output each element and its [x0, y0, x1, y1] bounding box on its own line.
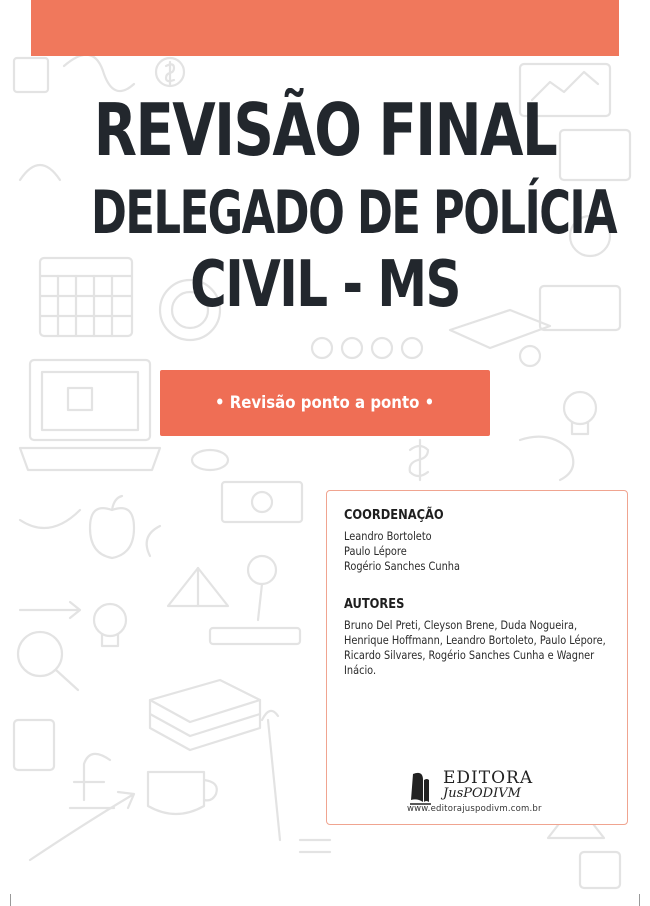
coordination-heading: COORDENAÇÃO: [344, 507, 444, 523]
paintbrush-icon: [262, 711, 280, 840]
coordinator-name: Rogério Sanches Cunha: [344, 559, 460, 573]
publisher-logo-block: [407, 768, 567, 814]
credits-panel: [326, 490, 628, 825]
pushpin-icon: [248, 556, 276, 620]
authors-list: Bruno Del Preti, Cleyson Brene, Duda Nogueira, Henrique Hoffmann, Leandro Bortoleto, Paulo Lépore, Ricardo Silvares, Rogério Sanches Cunha e Wagner Inácio.: [344, 618, 606, 677]
subtitle-text: • Revisão ponto a ponto •: [215, 393, 435, 413]
pound-sign-icon: [70, 754, 114, 808]
publisher-imprint: JusPODIVM: [443, 786, 521, 801]
coordinators-list: [344, 529, 617, 574]
books-icon: [150, 680, 260, 750]
authors-heading: AUTORES: [344, 596, 405, 612]
publisher-name: EDITORA: [443, 768, 534, 788]
top-accent-bar: [31, 0, 619, 56]
subtitle-banner: [160, 370, 490, 436]
publisher-logo-icon: [407, 770, 437, 806]
coordinator-name: Paulo Lépore: [344, 544, 407, 558]
title-line-1: REVISÃO FINAL: [93, 88, 557, 172]
crop-mark: [639, 894, 640, 906]
publisher-url: www.editorajuspodivm.com.br: [407, 804, 542, 814]
apple-icon: [90, 496, 134, 558]
crop-mark: [10, 894, 11, 906]
title-line-3: CIVIL - MS: [190, 248, 460, 322]
title-line-2: DELEGADO DE POLÍCIA: [90, 178, 617, 248]
coordinator-name: Leandro Bortoleto: [344, 529, 432, 543]
coffee-cup-icon: [148, 772, 217, 814]
magnifier-icon: [18, 632, 78, 690]
